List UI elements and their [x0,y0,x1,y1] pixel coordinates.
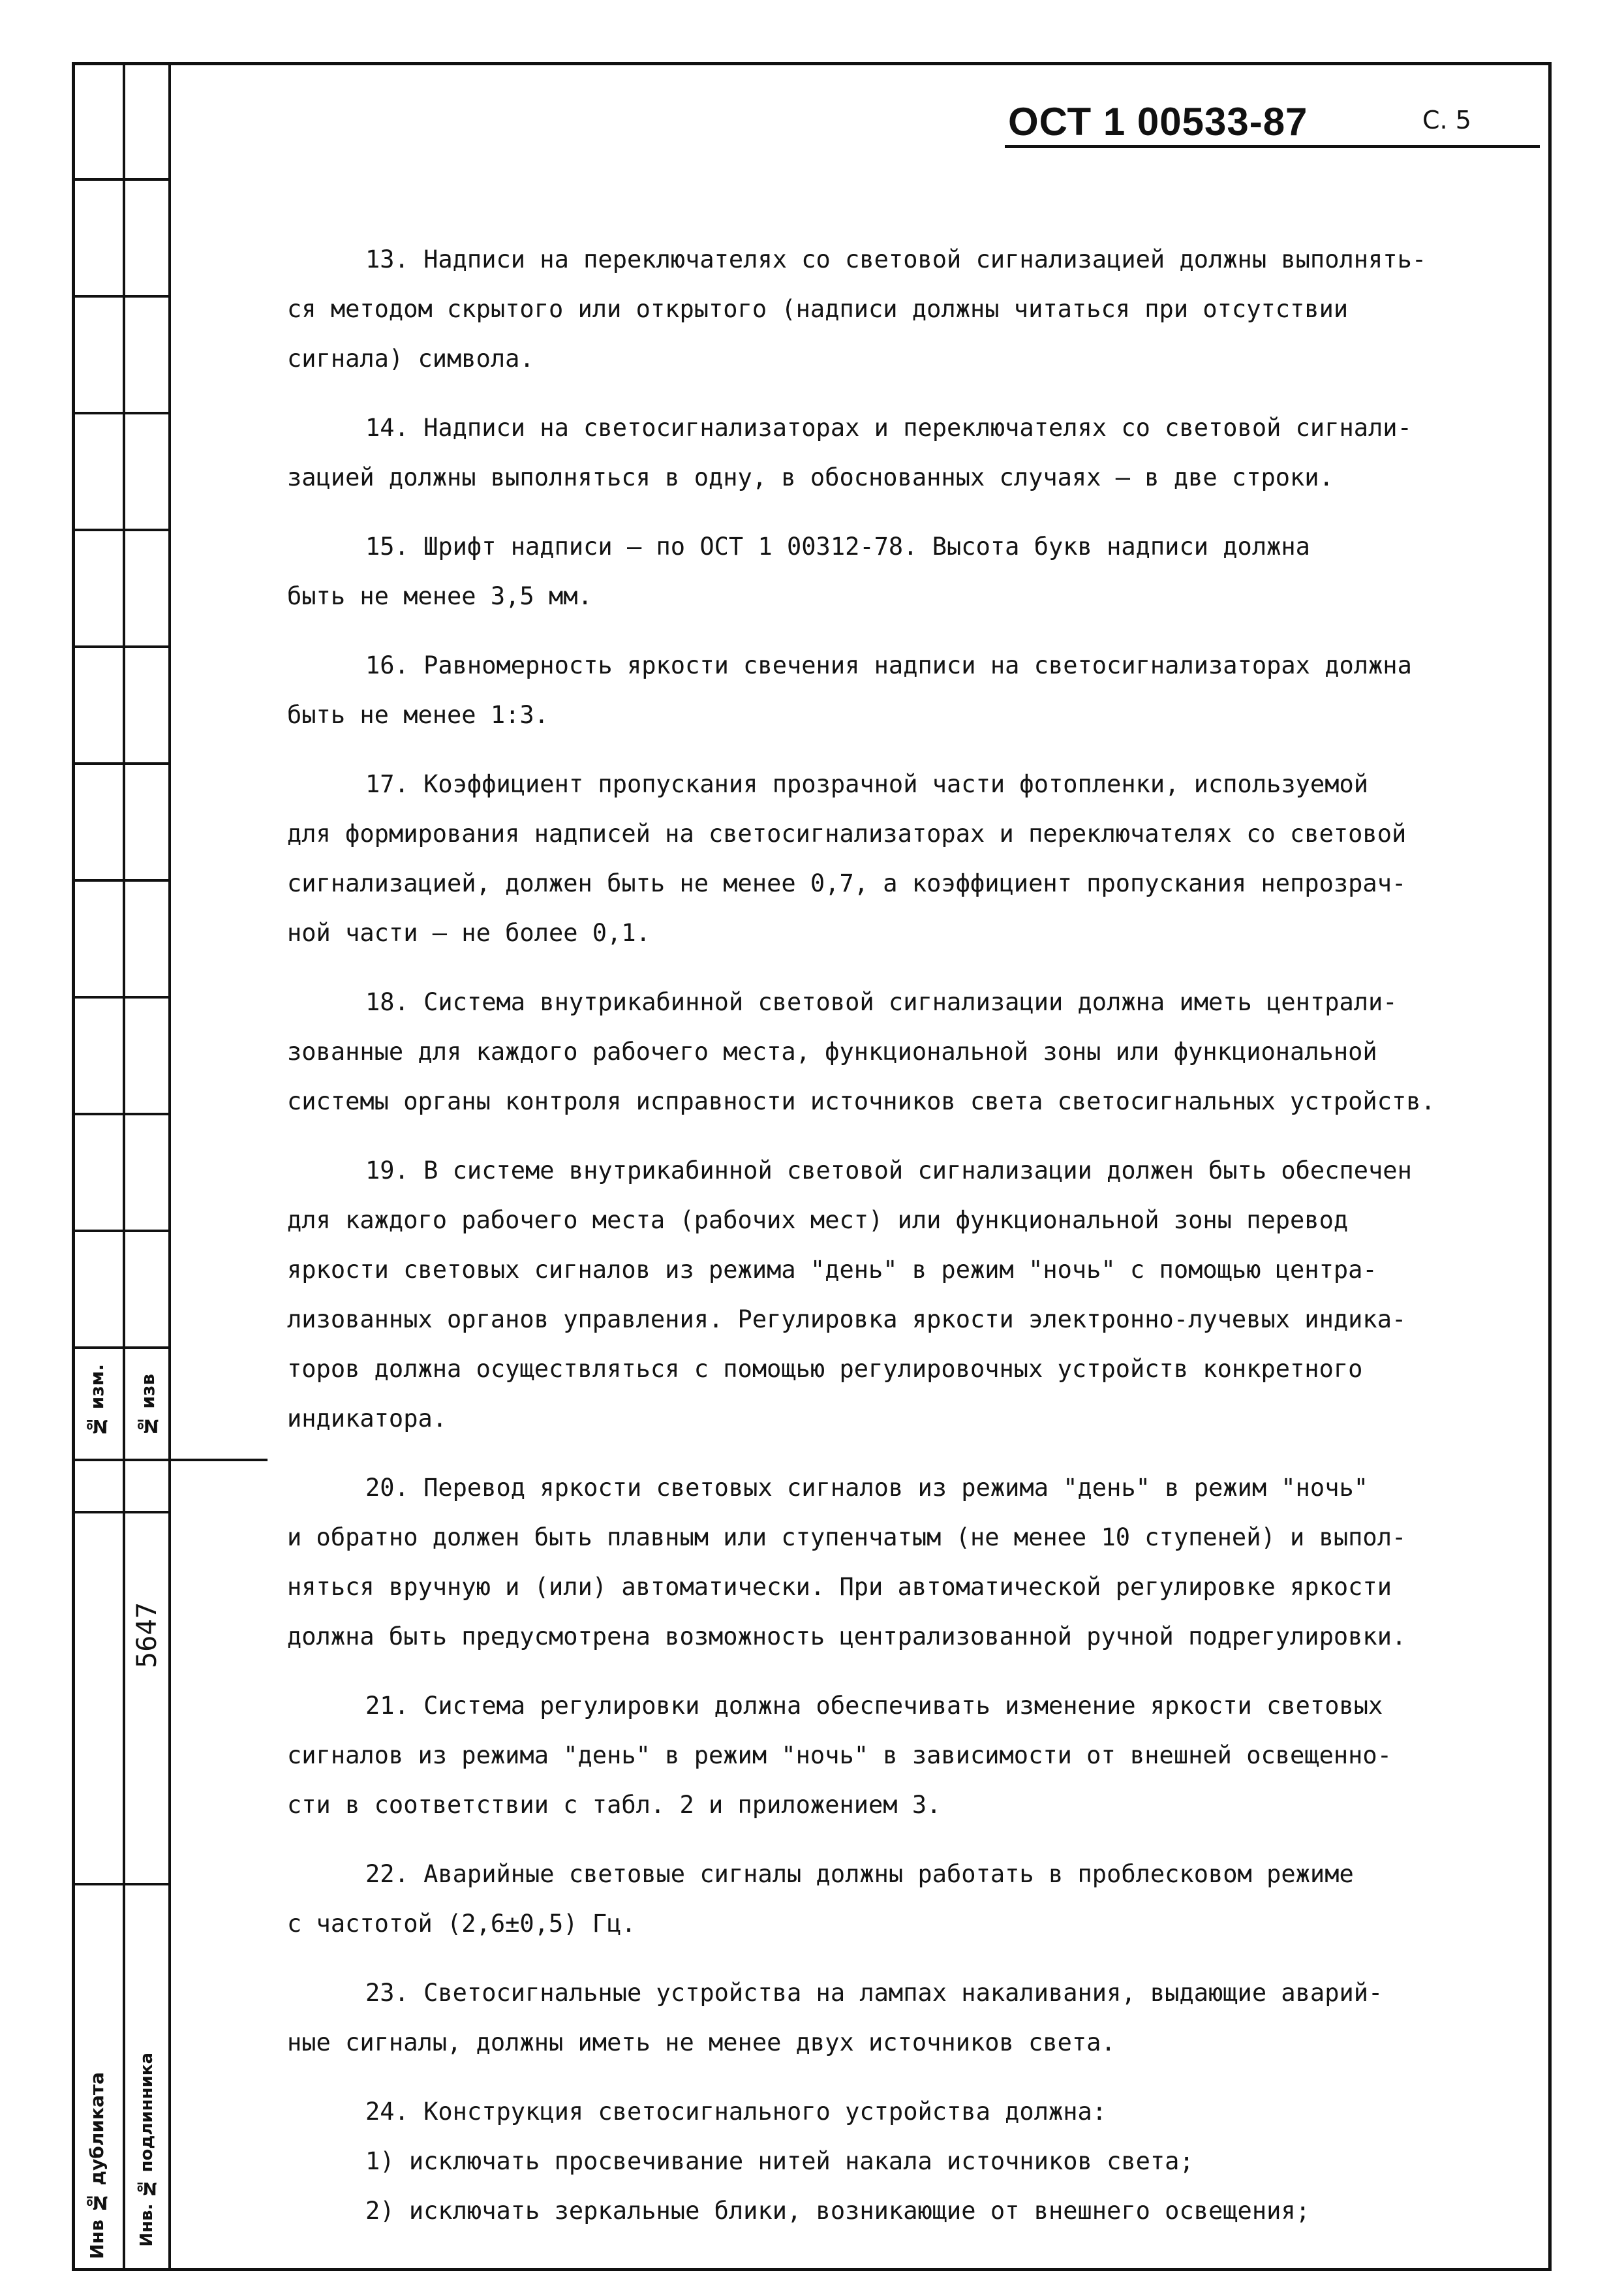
label-izv: № изв [137,1374,159,1437]
margin-divider [72,645,171,648]
label-dublikata: Инв № дубликата [86,2072,108,2259]
text-line: 13. Надписи на переключателях со световой сигнализацией должны выполнять- [365,245,1427,273]
paragraph-23 [287,1968,1546,2068]
text-line: 14. Надписи на светосигнализаторах и переключателях со световой сигнали- [365,414,1412,442]
text-line: яркости световых сигналов из режима "день" в режим "ночь" с помощью центра- [287,1256,1377,1284]
label-izm: № изм. [86,1364,108,1438]
margin-divider [72,996,171,999]
text-line: 20. Перевод яркости световых сигналов из режима "день" в режим "ночь" [365,1474,1369,1502]
text-line: няться вручную и (или) автоматически. При автоматической регулировке яркости [287,1573,1392,1601]
text-line: зацией должны выполняться в одну, в обоснованных случаях – в две строки. [287,463,1334,491]
text-line: для формирования надписей на светосигнализаторах и переключателях со световой [287,820,1407,848]
margin-divider [72,762,171,765]
paragraph-20 [287,1463,1546,1662]
paragraph-21 [287,1681,1546,1830]
paragraph-17 [287,760,1546,958]
margin-divider [72,295,171,298]
text-line: индикатора. [287,1404,448,1433]
label-podlinnika: Инв. № подлинника [137,2053,157,2247]
text-line: сигналов из режима "день" в режим "ночь" в зависимости от внешней освещенно- [287,1741,1392,1769]
paragraph-13 [287,235,1546,384]
text-line: с частотой (2,6±0,5) Гц. [287,1910,636,1938]
paragraph-22 [287,1850,1546,1949]
margin-divider [72,1883,171,1885]
text-line: 21. Система регулировки должна обеспечивать изменение яркости световых [365,1692,1383,1720]
text-line: 2) исключать зеркальные блики, возникающие от внешнего освещения; [365,2197,1310,2225]
paragraph-18 [287,978,1546,1126]
text-line: сигнала) символа. [287,345,534,373]
margin-column-2 [125,62,171,2271]
text-line: 17. Коэффициент пропускания прозрачной части фотопленки, используемой [365,770,1369,798]
text-line: торов должна осуществляться с помощью регулировочных устройств конкретного [287,1355,1363,1383]
paragraph-16 [287,641,1546,740]
document-body [287,235,1546,2236]
paragraph-14 [287,403,1546,503]
margin-divider [72,178,171,181]
text-line: сти в соответствии с табл. 2 и приложением 3. [287,1791,942,1819]
text-line: 22. Аварийные световые сигналы должны работать в проблесковом режиме [365,1860,1354,1888]
text-line: 16. Равномерность яркости свечения надписи на светосигнализаторах должна [365,651,1412,679]
margin-divider [72,529,171,531]
text-line: для каждого рабочего места (рабочих мест) или функциональной зоны перевод [287,1206,1349,1234]
list-item-1 [287,2137,1546,2186]
text-line: 19. В системе внутрикабинной световой сигнализации должен быть обеспечен [365,1156,1412,1185]
paragraph-19 [287,1146,1546,1444]
document-code: ОСТ 1 00533-87 [1008,100,1308,144]
text-line: 15. Шрифт надписи – по ОСТ 1 00312-78. Высота букв надписи должна [365,533,1310,561]
text-line: 1) исключать просвечивание нитей накала источников света; [365,2147,1194,2175]
text-line: ные сигналы, должны иметь не менее двух источников света. [287,2028,1116,2056]
list-item-2 [287,2186,1546,2236]
text-line: системы органы контроля исправности источников света светосигнальных устройств. [287,1087,1435,1115]
margin-column-1 [72,62,125,2271]
text-line: ся методом скрытого или открытого (надписи должны читаться при отсутствии [287,295,1349,323]
page-number: С. 5 [1422,106,1471,134]
margin-strip [72,62,171,2271]
margin-divider [72,1459,268,1461]
margin-divider [72,879,171,882]
text-line: ной части – не более 0,1. [287,919,651,947]
margin-divider [72,1511,171,1513]
text-line: зованные для каждого рабочего места, функциональной зоны или функциональной [287,1038,1377,1066]
margin-divider [72,1113,171,1115]
text-line: быть не менее 3,5 мм. [287,582,592,610]
inventory-number: 5647 [130,1602,162,1669]
margin-divider [72,1230,171,1232]
margin-divider [72,412,171,414]
text-line: лизованных органов управления. Регулировка яркости электронно-лучевых индика- [287,1305,1407,1333]
text-line: 18. Система внутрикабинной световой сигнализации должна иметь централи- [365,988,1398,1016]
text-line: 23. Светосигнальные устройства на лампах накаливания, выдающие аварий- [365,1979,1383,2007]
text-line: быть не менее 1:3. [287,701,549,729]
paragraph-24 [287,2087,1546,2137]
text-line: 24. Конструкция светосигнального устройства должна: [365,2098,1107,2126]
text-line: и обратно должен быть плавным или ступенчатым (не менее 10 ступеней) и выпол- [287,1523,1407,1551]
margin-divider [72,1346,171,1349]
text-line: сигнализацией, должен быть не менее 0,7, а коэффициент пропускания непрозрач- [287,869,1407,897]
header-rule [1005,145,1540,148]
paragraph-15 [287,522,1546,621]
text-line: должна быть предусмотрена возможность централизованной ручной подрегулировки. [287,1622,1407,1651]
